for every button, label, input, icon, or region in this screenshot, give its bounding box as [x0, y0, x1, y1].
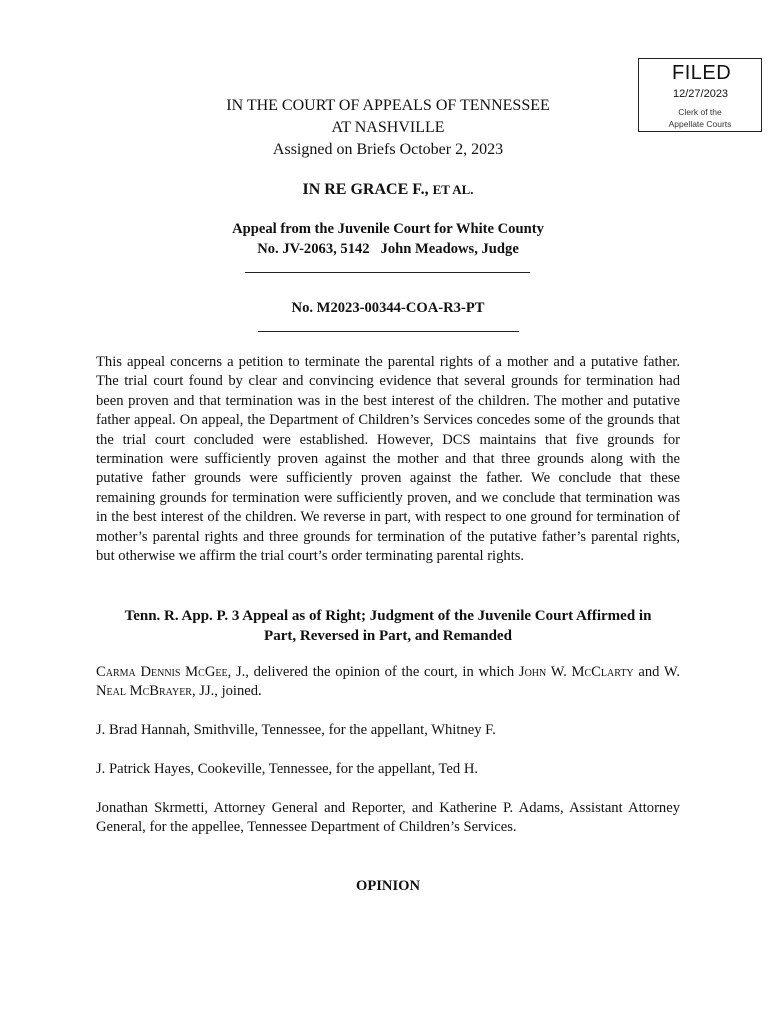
divider-rule-1	[245, 272, 530, 273]
disposition-line-1: Tenn. R. App. P. 3 Appeal as of Right; Judgment of the Juvenile Court Affirmed in	[124, 608, 652, 624]
assigned-date: Assigned on Briefs October 2, 2023	[272, 141, 504, 158]
author-name: Carma Dennis McGee	[96, 664, 228, 680]
judge-mcclarty: John W. McClarty	[518, 664, 634, 680]
case-name-suffix: ET AL.	[432, 182, 474, 197]
disposition-line-2: Part, Reversed in Part, and Remanded	[264, 628, 512, 644]
summary-paragraph: This appeal concerns a petition to terminate the parental rights of a mother and a putative father. The trial court found by clear and convincing evidence that several grounds for termination had been proven and that termination was in the best interest of the children. The mother and putative father appeal. On appeal, the Department of Children’s Services concedes some of the grounds that the trial court concluded were established. However, DCS maintains that five grounds for termination were sufficiently proven against the mother and that three grounds along with the putative father grounds were sufficiently proven against the father. We conclude that these remaining grounds for termination were sufficiently proven, and we conclude that termination was in the best interest of the children. We reverse in part, with respect to one ground for termination of mother’s parental rights and three grounds for termination of the putative father’s parental rights, but otherwise we affirm the trial court’s order terminating parental rights.	[96, 354, 680, 565]
stamp-title: FILED	[672, 62, 732, 84]
stamp-courts-line: Appellate Courts	[668, 119, 732, 129]
authorship-paragraph	[96, 663, 680, 702]
court-location: AT NASHVILLE	[331, 119, 445, 136]
stamp-date: 12/27/2023	[673, 88, 729, 100]
docket-judge: No. JV-2063, 5142 John Meadows, Judge	[257, 241, 519, 257]
counsel-appellee: Jonathan Skrmetti, Attorney General and Reporter, and Katherine P. Adams, Assistant Attorney General, for the appellee, Tennessee Department of Children’s Services.	[96, 800, 680, 836]
authorship-text-3: , JJ., joined.	[191, 683, 262, 700]
court-name: IN THE COURT OF APPEALS OF TENNESSEE	[226, 97, 550, 114]
case-name-main: IN RE GRACE F.,	[302, 181, 429, 198]
stamp-clerk-line: Clerk of the	[678, 107, 722, 117]
divider-rule-2	[258, 331, 519, 332]
counsel-appellant-mother: J. Brad Hannah, Smithville, Tennessee, for the appellant, Whitney F.	[96, 722, 496, 738]
appeal-from: Appeal from the Juvenile Court for White County	[232, 221, 544, 237]
opinion-heading: OPINION	[355, 878, 421, 894]
authorship-text-2: and W.	[633, 664, 681, 680]
authorship-text-1: , J., delivered the opinion of the court, in which	[227, 664, 519, 680]
counsel-appellant-father: J. Patrick Hayes, Cookeville, Tennessee, for the appellant, Ted H.	[96, 761, 479, 777]
case-name	[96, 180, 680, 200]
case-number: No. M2023-00344-COA-R3-PT	[291, 300, 485, 316]
judge-mcbrayer: Neal McBrayer	[96, 683, 192, 700]
